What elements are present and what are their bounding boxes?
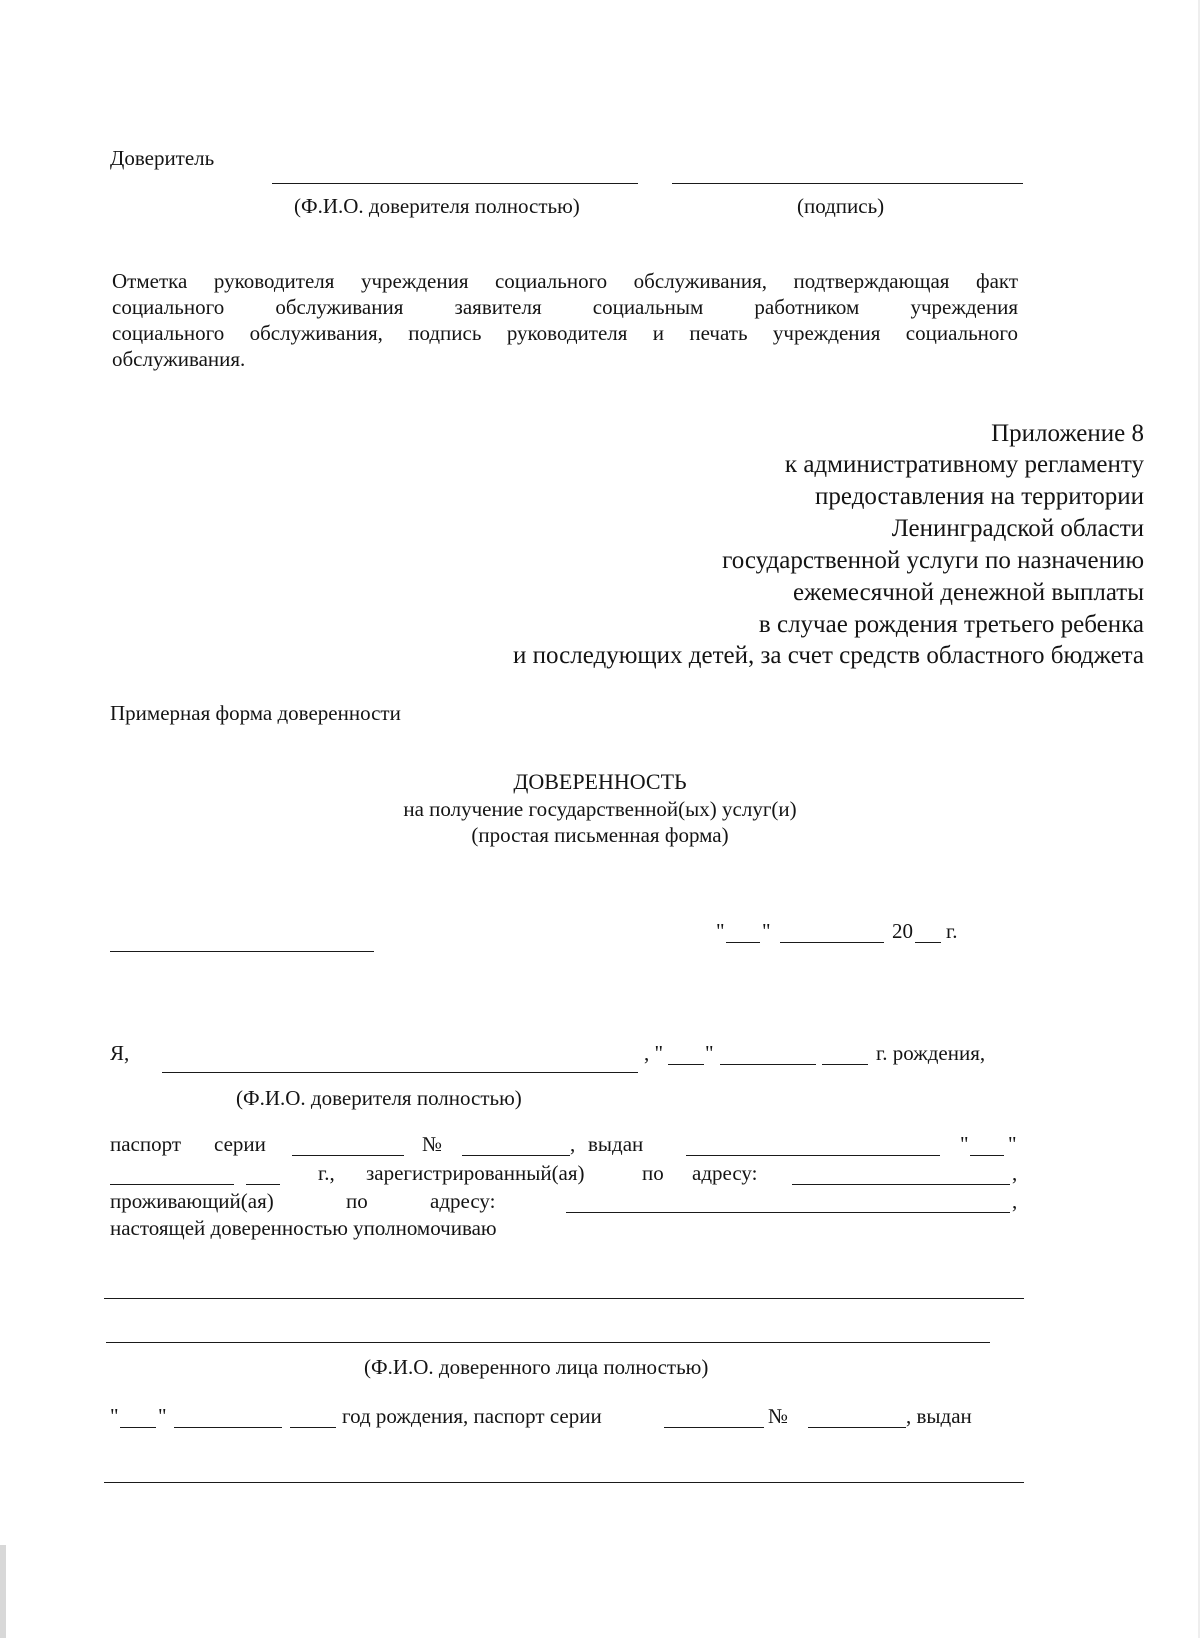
passport-date-day-line bbox=[970, 1155, 1004, 1156]
trustee-birth-year-line bbox=[290, 1427, 336, 1428]
appendix-line-1: Приложение 8 bbox=[991, 420, 1144, 447]
principal-birth-month-line bbox=[720, 1064, 816, 1065]
principal-pronoun: Я, bbox=[110, 1041, 130, 1065]
trustee-issued-text: , выдан bbox=[906, 1404, 972, 1428]
passport-date-month-line bbox=[110, 1184, 234, 1185]
passport-issued-comma: , bbox=[570, 1132, 576, 1156]
principal-name-line bbox=[162, 1072, 638, 1073]
date-day-line bbox=[726, 942, 760, 943]
date-year-line bbox=[915, 942, 941, 943]
principal-fio-line bbox=[272, 183, 638, 184]
registered-by-word: по bbox=[642, 1161, 664, 1185]
passport-issued-word: выдан bbox=[588, 1132, 644, 1156]
appendix-line-6: ежемесячной денежной выплаты bbox=[792, 579, 1144, 606]
trustee-fio-caption: (Ф.И.О. доверенного лица полностью) bbox=[364, 1355, 709, 1379]
principal-fio-caption-2: (Ф.И.О. доверителя полностью) bbox=[236, 1086, 522, 1110]
registered-word: зарегистрированный(ая) bbox=[366, 1161, 585, 1185]
trustee-number-sign: № bbox=[768, 1404, 789, 1428]
residing-address-comma: , bbox=[1012, 1189, 1018, 1213]
passport-number-sign: № bbox=[422, 1132, 443, 1156]
authorize-text: настоящей доверенностью уполномочиваю bbox=[110, 1216, 497, 1240]
date-year-prefix: 20 bbox=[892, 919, 913, 943]
form-label: Примерная форма доверенности bbox=[110, 701, 401, 725]
scan-fold-mark bbox=[0, 1545, 6, 1638]
principal-signature-line bbox=[672, 183, 1023, 184]
principal-birth-year-line bbox=[822, 1064, 868, 1065]
document-form-type: (простая письменная форма) bbox=[471, 823, 729, 847]
mark-paragraph-line-4: обслуживания. bbox=[112, 347, 246, 371]
passport-number-line bbox=[462, 1155, 570, 1156]
signature-caption: (подпись) bbox=[797, 194, 885, 218]
trustee-issued-by-line bbox=[104, 1482, 1024, 1483]
appendix-line-5: государственной услуги по назначению bbox=[722, 547, 1144, 574]
trustee-quote-close: " bbox=[158, 1404, 167, 1428]
date-quote-open: " bbox=[716, 919, 725, 943]
date-month-line bbox=[780, 942, 884, 943]
appendix-line-7: в случае рождения третьего ребенка bbox=[758, 611, 1144, 638]
principal-sep: , " bbox=[644, 1041, 664, 1065]
principal-birth-day-line bbox=[668, 1064, 704, 1065]
appendix-line-2: к административному регламенту bbox=[784, 451, 1144, 478]
trustee-birth-passport-text: год рождения, паспорт серии bbox=[342, 1404, 602, 1428]
document-subtitle: на получение государственной(ых) услуг(и) bbox=[403, 797, 797, 821]
trustee-quote-open: " bbox=[110, 1404, 119, 1428]
residing-address-line bbox=[566, 1212, 1010, 1213]
appendix-line-3: предоставления на территории bbox=[815, 483, 1144, 510]
trustee-name-line-1 bbox=[104, 1298, 1024, 1299]
trustee-birth-day-line bbox=[120, 1427, 156, 1428]
document-title: ДОВЕРЕННОСТЬ bbox=[513, 769, 687, 794]
passport-series-word: серии bbox=[214, 1132, 266, 1156]
date-year-suffix: г. bbox=[946, 919, 958, 943]
trustee-passport-series-line bbox=[664, 1427, 764, 1428]
appendix-line-4: Ленинградской области bbox=[891, 515, 1144, 542]
place-line bbox=[110, 951, 374, 952]
passport-issued-by-line bbox=[686, 1155, 940, 1156]
mark-paragraph-line-3: социального обслуживания, подпись руководителя и печать учреждения социального bbox=[112, 321, 1018, 345]
appendix-line-8: и последующих детей, за счет средств областного бюджета bbox=[513, 642, 1144, 669]
residing-by-word: по bbox=[346, 1189, 368, 1213]
trustee-passport-number-line bbox=[808, 1427, 906, 1428]
registered-address-line bbox=[792, 1184, 1010, 1185]
passport-word: паспорт bbox=[110, 1132, 182, 1156]
residing-word: проживающий(ая) bbox=[110, 1189, 274, 1213]
trustee-name-line-2 bbox=[106, 1342, 990, 1343]
passport-date-quote-close: " bbox=[1008, 1132, 1017, 1156]
passport-date-quote-open: " bbox=[960, 1132, 969, 1156]
date-quote-close: " bbox=[762, 919, 771, 943]
registered-address-comma: , bbox=[1012, 1161, 1018, 1185]
passport-series-line bbox=[292, 1155, 404, 1156]
trustee-birth-month-line bbox=[174, 1427, 282, 1428]
passport-date-year-line bbox=[246, 1184, 280, 1185]
registered-address-word: адресу: bbox=[692, 1161, 758, 1185]
principal-quote-close: " bbox=[705, 1041, 714, 1065]
principal-fio-caption: (Ф.И.О. доверителя полностью) bbox=[294, 194, 580, 218]
mark-paragraph-line-2: социального обслуживания заявителя социальным работником учреждения bbox=[112, 295, 1018, 319]
residing-address-word: адресу: bbox=[430, 1189, 496, 1213]
passport-year-word: г., bbox=[318, 1161, 335, 1185]
principal-birth-suffix: г. рождения, bbox=[876, 1041, 986, 1065]
mark-paragraph-line-1: Отметка руководителя учреждения социального обслуживания, подтверждающая факт bbox=[112, 269, 1018, 293]
principal-label: Доверитель bbox=[110, 146, 215, 170]
